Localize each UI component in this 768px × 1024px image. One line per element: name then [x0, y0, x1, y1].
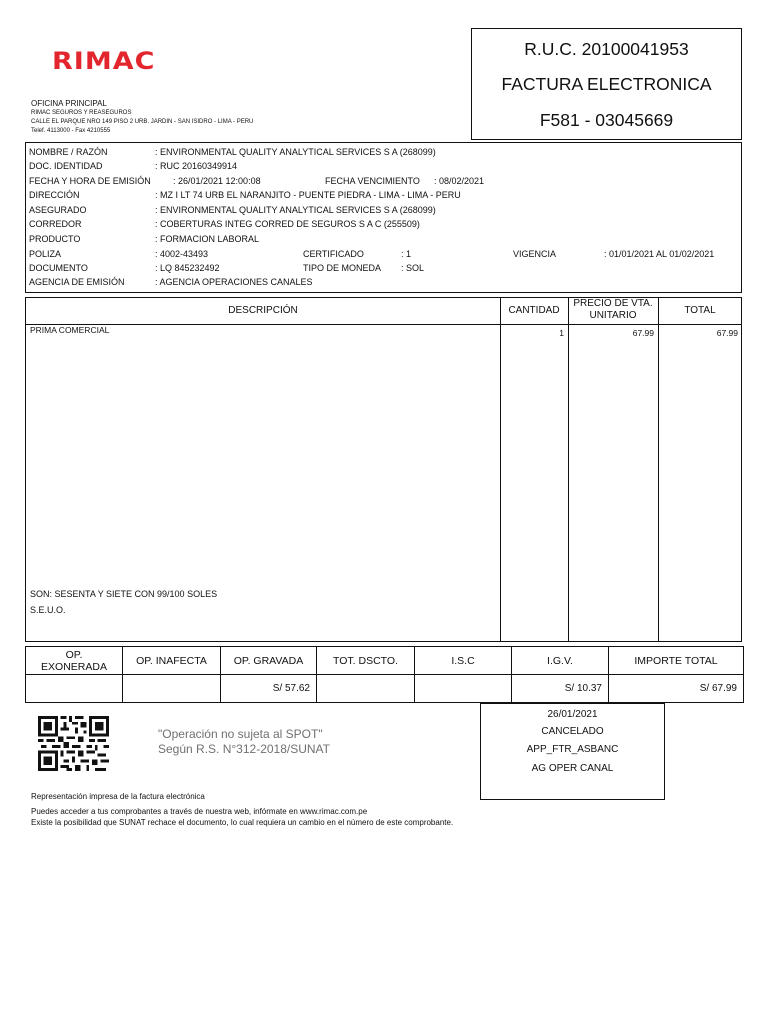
qr-code-icon — [38, 716, 109, 771]
vencimiento-label: FECHA VENCIMIENTO — [325, 176, 420, 186]
item-total: 67.99 — [716, 328, 738, 338]
office-phone: Telef. 4113000 - Fax 4210555 — [31, 128, 111, 134]
certificado-value: : 1 — [401, 249, 412, 259]
status-date: 26/01/2021 — [547, 709, 598, 720]
header-precio: PRECIO DE VTA. UNITARIO — [573, 298, 653, 321]
value-importe-total: S/ 67.99 — [609, 675, 744, 703]
fecha-value: : 26/01/2021 12:00:08 — [173, 176, 261, 186]
header-op-exonerada: OP. EXONERADA — [26, 647, 123, 675]
spot-line1: "Operación no sujeta al SPOT" — [158, 727, 323, 741]
invoice-type: FACTURA ELECTRONICA — [501, 74, 712, 94]
company-logo: RIMAC — [52, 47, 156, 76]
header-igv: I.G.V. — [512, 647, 609, 675]
divider — [500, 298, 501, 641]
certificado-label: CERTIFICADO — [303, 249, 364, 259]
footer-line2: Puedes acceder a tus comprobantes a través de nuestra web, infórmate en www.rimac.com.pe — [31, 807, 368, 816]
asegurado-value: : ENVIRONMENTAL QUALITY ANALYTICAL SERVICES S A (268099) — [155, 205, 436, 215]
items-table — [25, 297, 742, 642]
poliza-value: : 4002-43493 — [155, 249, 209, 259]
spot-line2: Según R.S. N°312-2018/SUNAT — [158, 742, 330, 756]
divider — [658, 298, 659, 641]
documento-value: : LQ 845232492 — [155, 263, 220, 273]
item-precio: 67.99 — [632, 328, 654, 338]
moneda-label: TIPO DE MONEDA — [303, 263, 382, 273]
payment-status-box — [480, 703, 665, 800]
documento-label: DOCUMENTO — [29, 263, 88, 273]
value-op-exonerada — [26, 675, 123, 703]
office-title: OFICINA PRINCIPAL — [31, 99, 107, 108]
agencia-value: : AGENCIA OPERACIONES CANALES — [155, 277, 313, 287]
doc-value: : RUC 20160349914 — [155, 161, 238, 171]
nombre-label: NOMBRE / RAZÓN — [29, 147, 108, 157]
footer-line3: Existe la posibilidad que SUNAT rechace el documento, lo cual requiera un cambio en el número de este comprobante. — [31, 818, 454, 827]
header-total: TOTAL — [684, 305, 716, 316]
client-info-box — [25, 142, 742, 293]
invoice-number: F581 - 03045669 — [539, 110, 674, 130]
producto-label: PRODUCTO — [29, 234, 81, 244]
status-agent: AG OPER CANAL — [531, 763, 614, 774]
totals-values-row — [26, 675, 744, 703]
producto-value: : FORMACION LABORAL — [155, 234, 260, 244]
office-info — [31, 100, 253, 137]
header-isc: I.S.C — [415, 647, 512, 675]
divider — [26, 324, 741, 325]
poliza-label: POLIZA — [29, 249, 62, 259]
vigencia-label: VIGENCIA — [513, 249, 557, 259]
totals-table — [25, 646, 744, 703]
corredor-label: CORREDOR — [29, 219, 82, 229]
status-app: APP_FTR_ASBANC — [526, 744, 619, 755]
fecha-label: FECHA Y HORA DE EMISIÓN — [29, 176, 151, 186]
ruc-box — [471, 28, 742, 140]
seuo-text: S.E.U.O. — [30, 605, 66, 615]
divider — [568, 298, 569, 641]
spot-notice — [158, 727, 330, 757]
header-importe-total: IMPORTE TOTAL — [609, 647, 744, 675]
value-igv: S/ 10.37 — [512, 675, 609, 703]
corredor-value: : COBERTURAS INTEG CORRED DE SEGUROS S A C (255509) — [155, 219, 420, 229]
nombre-value: : ENVIRONMENTAL QUALITY ANALYTICAL SERVICES S A (268099) — [155, 147, 436, 157]
direccion-label: DIRECCIÓN — [29, 190, 80, 200]
footer-line1: Representación impresa de la factura electrónica — [31, 792, 205, 801]
doc-label: DOC. IDENTIDAD — [29, 161, 103, 171]
totals-header-row — [26, 647, 744, 675]
item-descripcion: PRIMA COMERCIAL — [30, 325, 110, 335]
asegurado-label: ASEGURADO — [29, 205, 87, 215]
value-op-inafecta — [123, 675, 221, 703]
moneda-value: : SOL — [401, 263, 425, 273]
vigencia-value: : 01/01/2021 AL 01/02/2021 — [604, 249, 715, 259]
agencia-label: AGENCIA DE EMISIÓN — [29, 277, 125, 287]
header-descripcion: DESCRIPCIÓN — [228, 305, 298, 316]
value-tot-dscto — [317, 675, 415, 703]
header-op-inafecta: OP. INAFECTA — [123, 647, 221, 675]
status-state: CANCELADO — [541, 726, 604, 737]
office-company: RIMAC SEGUROS Y REASEGUROS — [31, 110, 132, 116]
header-tot-dscto: TOT. DSCTO. — [317, 647, 415, 675]
ruc-number: R.U.C. 20100041953 — [524, 39, 689, 59]
vencimiento-value: : 08/02/2021 — [434, 176, 485, 186]
header-op-gravada: OP. GRAVADA — [221, 647, 317, 675]
direccion-value: : MZ I LT 74 URB EL NARANJITO - PUENTE PIEDRA - LIMA - LIMA - PERU — [155, 190, 461, 200]
item-cantidad: 1 — [559, 328, 564, 338]
office-address: CALLE EL PARQUE NRO 149 PISO 2 URB. JARDIN - SAN ISIDRO - LIMA - PERU — [31, 119, 254, 125]
header-cantidad: CANTIDAD — [508, 305, 560, 316]
value-op-gravada: S/ 57.62 — [221, 675, 317, 703]
amount-in-words: SON: SESENTA Y SIETE CON 99/100 SOLES — [30, 589, 218, 599]
value-isc — [415, 675, 512, 703]
